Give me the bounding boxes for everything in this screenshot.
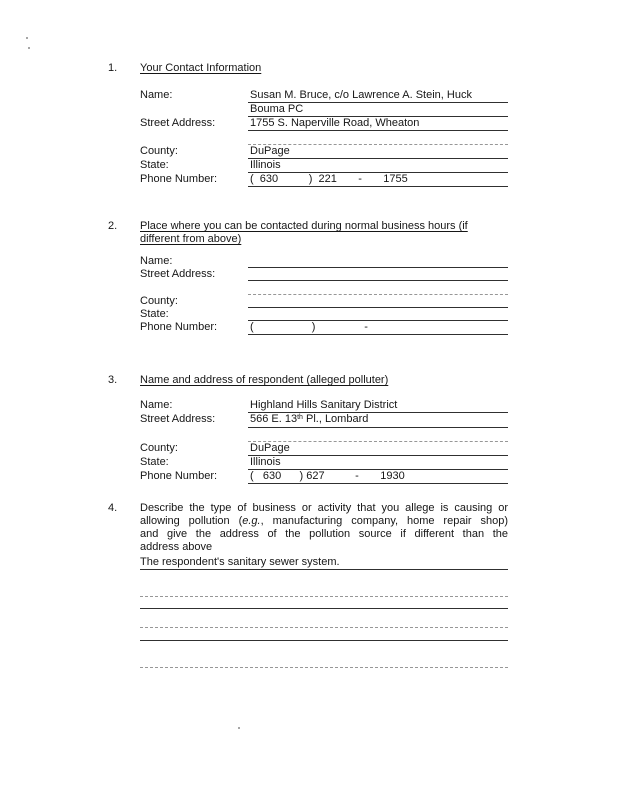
- section-4-number: 4.: [108, 502, 118, 514]
- county-label: County:: [140, 145, 178, 157]
- field-row-street-address: [140, 413, 508, 428]
- name-label: Name:: [140, 89, 173, 101]
- county-value: [248, 295, 508, 308]
- name-value: Highland Hills Sanitary District: [248, 399, 508, 413]
- name-value: [248, 89, 508, 117]
- field-row-phone: [140, 470, 508, 484]
- section-3-header: [108, 374, 508, 387]
- answer-line: [140, 556, 508, 570]
- county-label: County:: [140, 442, 178, 454]
- section-2-fields: [140, 255, 508, 335]
- blank-address-line: [248, 428, 508, 442]
- prompt-line-2-pre: allowing pollution (: [140, 515, 243, 527]
- street-address-value: [248, 413, 508, 428]
- prompt-line-2-eg: e.g.: [242, 515, 261, 527]
- field-row-county: [140, 295, 508, 308]
- section-1-fields: [140, 89, 508, 187]
- prompt-line-1: Describe the type of business or activity that you allege is causing or: [140, 502, 508, 514]
- phone-value: ( 630 ) 221 - 1755: [248, 173, 508, 187]
- street-address-value: 1755 S. Naperville Road, Wheaton: [248, 117, 508, 131]
- state-label: State:: [140, 159, 169, 171]
- section-4-header: [108, 502, 508, 554]
- name-value-line1: Susan M. Bruce, c/o Lawrence A. Stein, Huck: [248, 89, 508, 103]
- county-label: County:: [140, 295, 178, 307]
- state-value: Illinois: [248, 159, 508, 173]
- street-address-value-prefix: 566 E. 13: [250, 413, 298, 425]
- scan-artifact-dot: [26, 37, 28, 39]
- field-row-phone: [140, 173, 508, 187]
- state-label: State:: [140, 308, 169, 320]
- state-value: [248, 308, 508, 321]
- section-2-number: 2.: [108, 220, 118, 232]
- section-3-heading: Name and address of respondent (alleged polluter): [140, 374, 389, 386]
- state-value: Illinois: [248, 456, 508, 470]
- blank-address-line: [248, 131, 508, 145]
- field-row-name: [140, 255, 508, 268]
- blank-ruled-line: [140, 608, 508, 609]
- field-row-name: [140, 399, 508, 413]
- field-row-street-address: [140, 117, 508, 131]
- phone-label: Phone Number:: [140, 173, 218, 185]
- section-2-header: [108, 220, 508, 246]
- blank-ruled-line: [140, 640, 508, 641]
- prompt-line-4: address above: [140, 541, 213, 553]
- county-value: DuPage: [248, 145, 508, 159]
- field-row-street-address: [140, 268, 508, 281]
- prompt-line-2: [140, 515, 508, 528]
- name-label: Name:: [140, 255, 173, 267]
- phone-value: ( ) -: [248, 321, 508, 335]
- section-4-pollution-description: [108, 502, 508, 668]
- section-1-heading: Your Contact Information: [140, 62, 262, 74]
- field-row-state: [140, 308, 508, 321]
- phone-label: Phone Number:: [140, 470, 218, 482]
- prompt-line-3: and give the address of the pollution source if different than the: [140, 528, 508, 540]
- section-3-fields: [140, 399, 508, 484]
- field-row-phone: [140, 321, 508, 335]
- field-row-county: [140, 145, 508, 159]
- prompt-line-2-post: , manufacturing company, home repair shop): [260, 515, 508, 527]
- scan-artifact-dot: [238, 727, 240, 729]
- section-2-business-hours-contact: [108, 220, 508, 335]
- section-1-number: 1.: [108, 62, 118, 74]
- section-3-respondent: [108, 374, 508, 484]
- phone-value: ( 630 ) 627 - 1930: [248, 470, 508, 484]
- section-1-header: [108, 62, 508, 75]
- street-address-label: Street Address:: [140, 413, 216, 425]
- name-value: [248, 255, 508, 268]
- state-label: State:: [140, 456, 169, 468]
- street-address-label: Street Address:: [140, 268, 216, 280]
- name-label: Name:: [140, 399, 173, 411]
- scan-dashed-line: [140, 596, 508, 597]
- street-address-label: Street Address:: [140, 117, 216, 129]
- street-address-value-ordinal: th: [297, 414, 303, 421]
- field-row-county: [140, 442, 508, 456]
- blank-address-line: [248, 281, 508, 295]
- scan-dashed-line: [140, 627, 508, 628]
- name-value-line2: Bouma PC: [248, 103, 508, 117]
- field-row-state: [140, 159, 508, 173]
- section-4-prompt: [140, 502, 508, 554]
- scan-dashed-line: [140, 667, 508, 668]
- scan-artifact-dot: [28, 47, 30, 49]
- answer-text: The respondent's sanitary sewer system.: [140, 556, 340, 568]
- section-2-heading: Place where you can be contacted during normal business hours (if different from above): [140, 220, 468, 245]
- field-row-state: [140, 456, 508, 470]
- county-value: DuPage: [248, 442, 508, 456]
- section-3-number: 3.: [108, 374, 118, 386]
- street-address-value-suffix: Pl., Lombard: [302, 413, 369, 425]
- phone-label: Phone Number:: [140, 321, 218, 333]
- section-1-contact-information: [108, 62, 508, 187]
- field-row-name: [140, 89, 508, 117]
- street-address-value: [248, 268, 508, 281]
